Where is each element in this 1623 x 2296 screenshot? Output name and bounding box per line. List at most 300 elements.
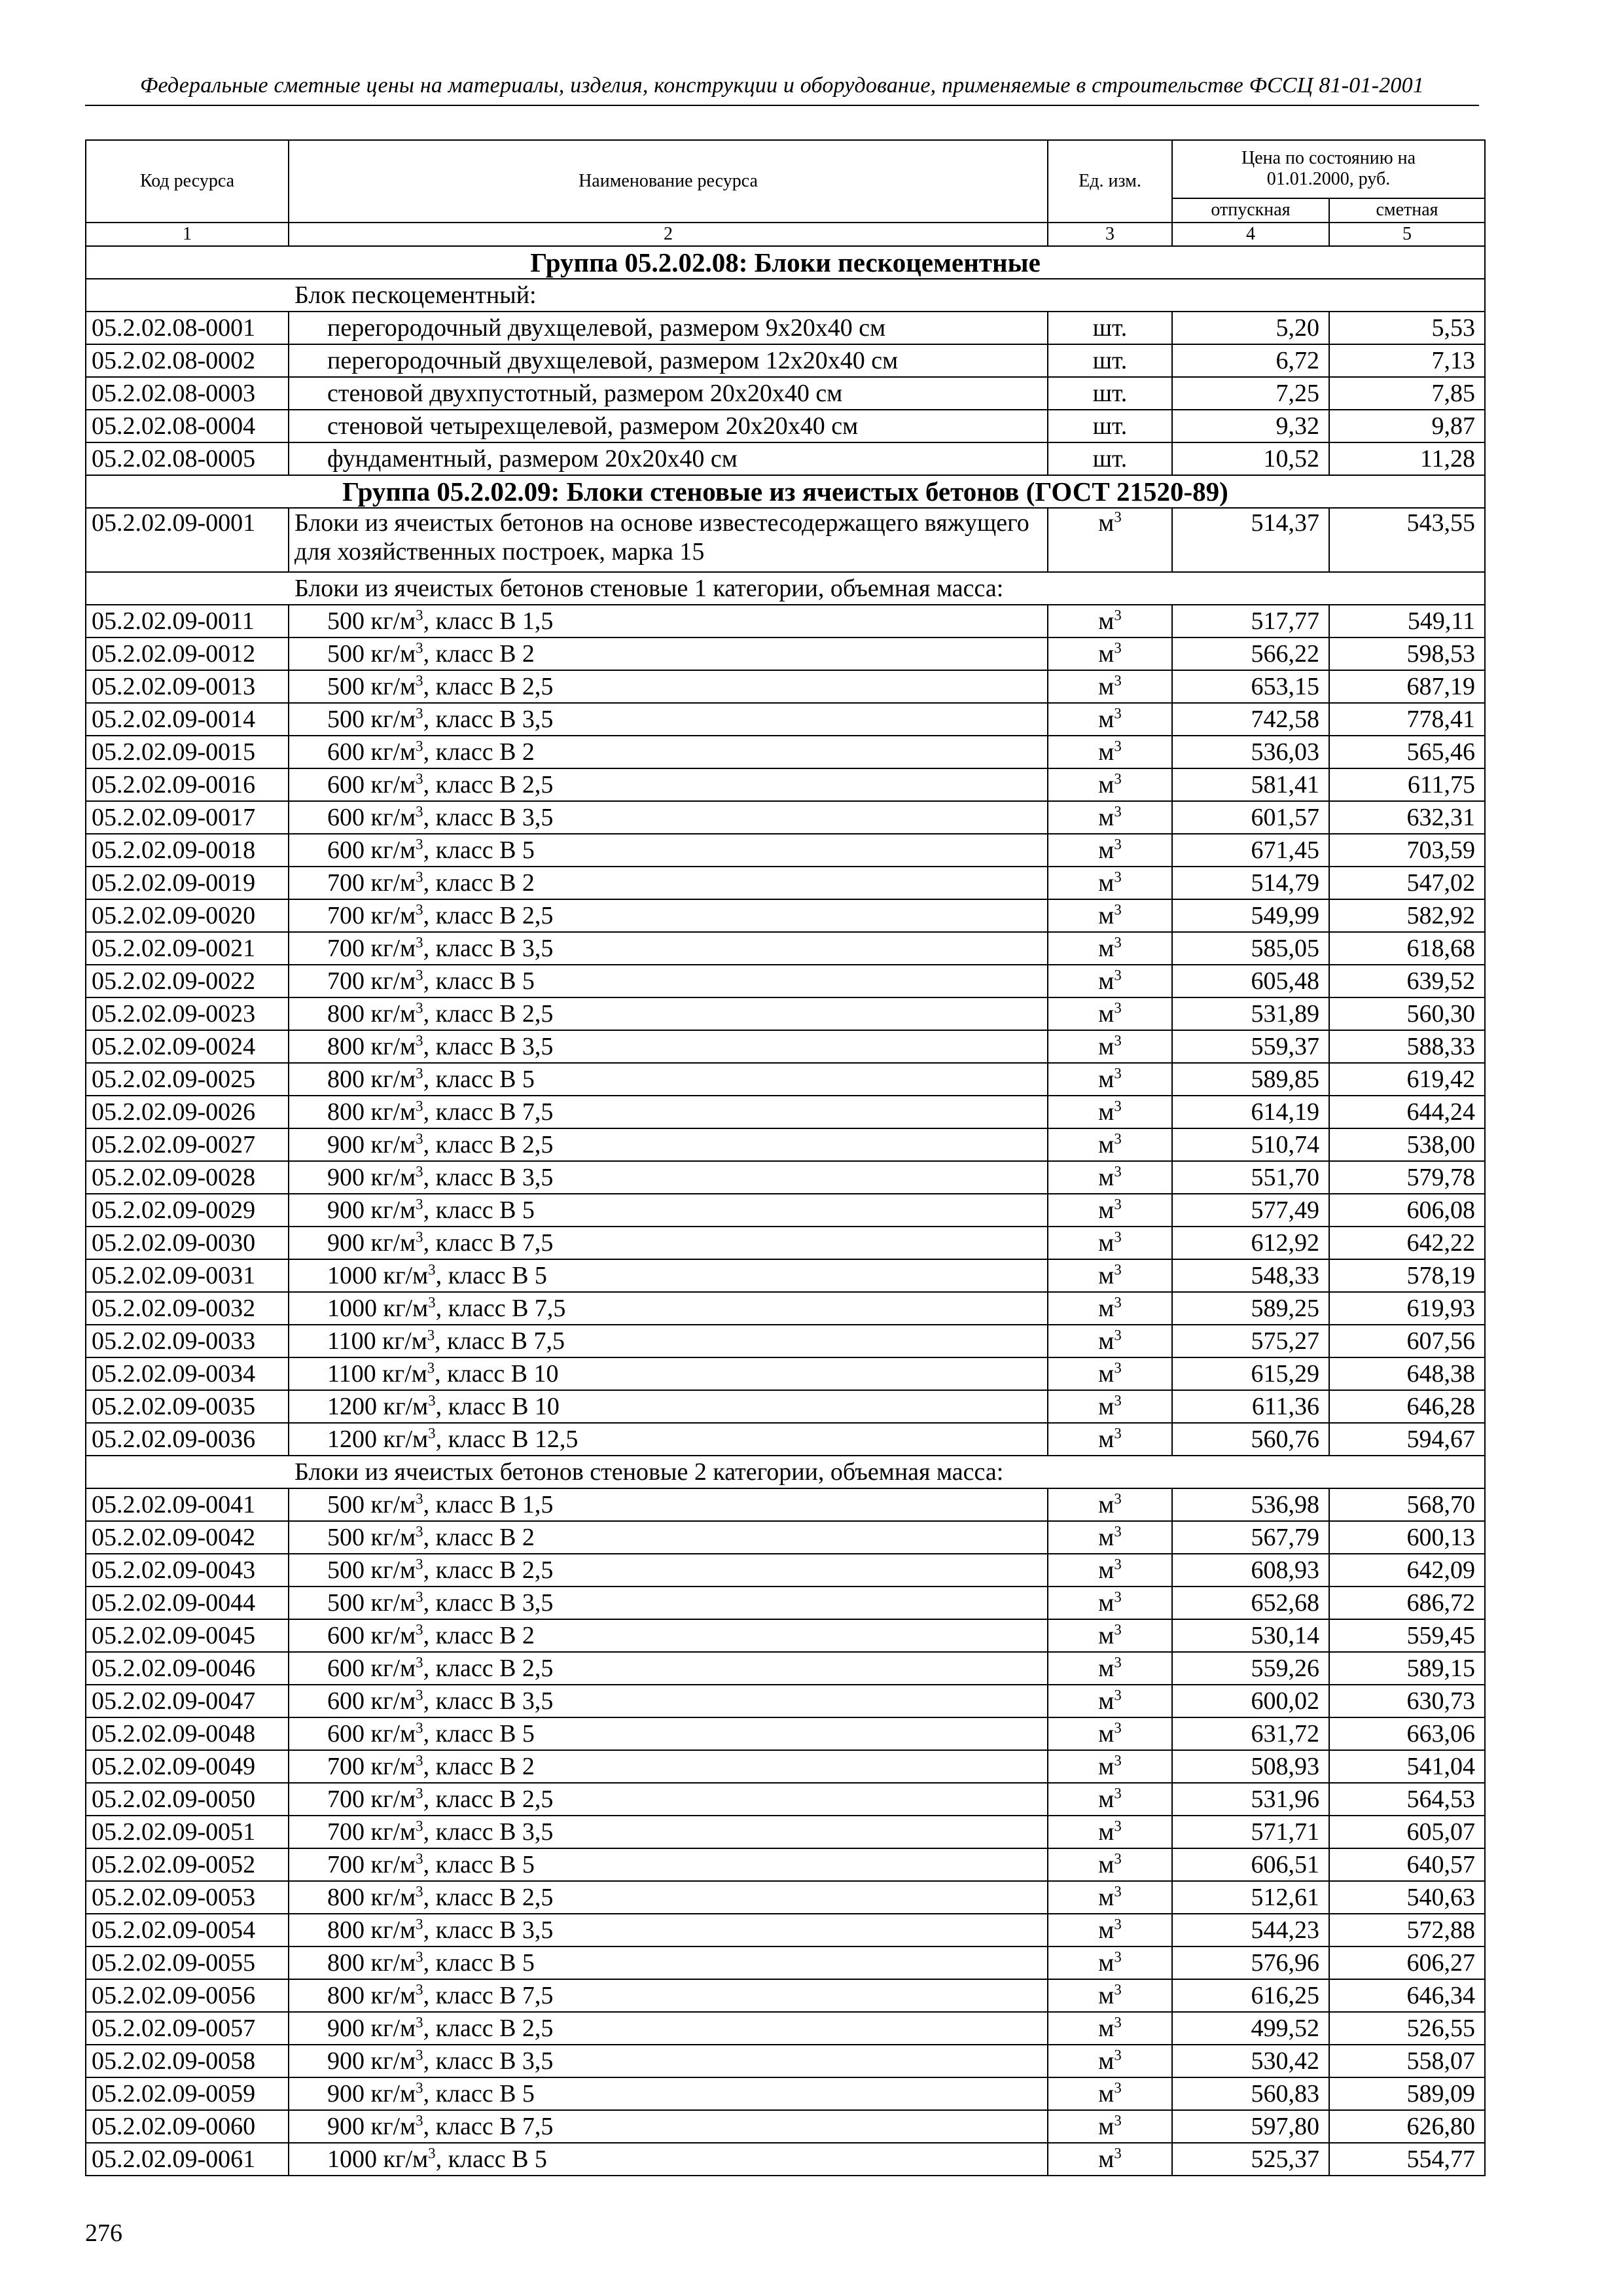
superscript-3: 3 bbox=[416, 705, 423, 722]
resource-unit bbox=[1048, 1161, 1172, 1194]
price-release: 605,48 bbox=[1172, 965, 1329, 997]
resource-name bbox=[289, 932, 1048, 965]
unit-text: 600 кг/м bbox=[327, 738, 416, 766]
subgroup-title: Блоки из ячеистых бетонов стеновые 1 категории, объемная масса: bbox=[86, 572, 1485, 605]
unit-text: 900 кг/м bbox=[327, 2015, 416, 2042]
price-release: 601,57 bbox=[1172, 801, 1329, 834]
unit-text: 700 кг/м bbox=[327, 935, 416, 962]
resource-unit bbox=[1048, 1390, 1172, 1423]
unit-text: м bbox=[1098, 1949, 1115, 1977]
unit-text: м bbox=[1098, 902, 1115, 929]
group-title: Группа 05.2.02.09: Блоки стеновые из ячеистых бетонов (ГОСТ 21520-89) bbox=[86, 475, 1485, 508]
unit-text: 700 кг/м bbox=[327, 1851, 416, 1878]
price-release: 512,61 bbox=[1172, 1881, 1329, 1914]
unit-text: м bbox=[1098, 771, 1115, 798]
resource-code: 05.2.02.09-0015 bbox=[86, 736, 289, 768]
resource-unit bbox=[1048, 1488, 1172, 1521]
resource-code: 05.2.02.08-0003 bbox=[86, 377, 289, 410]
table-row bbox=[86, 1979, 1485, 2012]
superscript-3: 3 bbox=[416, 1098, 423, 1115]
resource-code: 05.2.02.09-0018 bbox=[86, 834, 289, 867]
unit-text: м bbox=[1098, 1491, 1115, 1518]
table-row bbox=[86, 312, 1485, 344]
class-text: , класс В 2,5 bbox=[423, 1556, 554, 1584]
price-release: 585,05 bbox=[1172, 932, 1329, 965]
price-release: 5,20 bbox=[1172, 312, 1329, 344]
resource-code: 05.2.02.09-0031 bbox=[86, 1259, 289, 1292]
superscript-3: 3 bbox=[416, 1229, 423, 1246]
unit-text: м bbox=[1098, 1131, 1115, 1158]
superscript-3: 3 bbox=[416, 1850, 423, 1867]
unit-text: м bbox=[1098, 1360, 1115, 1388]
class-text: , класс В 10 bbox=[435, 1393, 560, 1420]
superscript-3: 3 bbox=[1114, 934, 1122, 951]
price-release: 9,32 bbox=[1172, 410, 1329, 442]
unit-text: м bbox=[1098, 1655, 1115, 1682]
resource-name bbox=[289, 1325, 1048, 1357]
unit-text: м bbox=[1098, 509, 1115, 537]
unit-text: м bbox=[1098, 1982, 1115, 2009]
superscript-3: 3 bbox=[1114, 1883, 1122, 1900]
superscript-3: 3 bbox=[1114, 2014, 1122, 2031]
unit-text: 800 кг/м bbox=[327, 1000, 416, 1028]
superscript-3: 3 bbox=[416, 836, 423, 853]
resource-code: 05.2.02.09-0061 bbox=[86, 2143, 289, 2176]
superscript-3: 3 bbox=[1114, 509, 1122, 526]
resource-code: 05.2.02.09-0025 bbox=[86, 1063, 289, 1096]
price-estimate: 588,33 bbox=[1329, 1030, 1485, 1063]
resource-code: 05.2.02.09-0029 bbox=[86, 1194, 289, 1227]
unit-text: м bbox=[1098, 1164, 1115, 1191]
resource-code: 05.2.02.09-0056 bbox=[86, 1979, 289, 2012]
table-row bbox=[86, 1194, 1485, 1227]
resource-unit bbox=[1048, 1554, 1172, 1587]
superscript-3: 3 bbox=[1114, 1752, 1122, 1769]
unit-text: 1100 кг/м bbox=[327, 1360, 427, 1388]
resource-unit bbox=[1048, 1194, 1172, 1227]
superscript-3: 3 bbox=[1114, 1850, 1122, 1867]
resource-name bbox=[289, 1848, 1048, 1881]
superscript-3: 3 bbox=[1114, 1392, 1122, 1409]
unit-text: 500 кг/м bbox=[327, 1524, 416, 1551]
resource-unit bbox=[1048, 1030, 1172, 1063]
superscript-3: 3 bbox=[416, 1883, 423, 1900]
resource-unit bbox=[1048, 768, 1172, 801]
table-row bbox=[86, 768, 1485, 801]
price-release: 530,42 bbox=[1172, 2045, 1329, 2077]
unit-text: м bbox=[1098, 1818, 1115, 1846]
class-text: , класс В 5 bbox=[435, 1262, 547, 1289]
price-release: 597,80 bbox=[1172, 2110, 1329, 2143]
price-estimate: 703,59 bbox=[1329, 834, 1485, 867]
resource-name bbox=[289, 1816, 1048, 1848]
table-row bbox=[86, 1030, 1485, 1063]
table-row bbox=[86, 442, 1485, 475]
price-estimate: 642,22 bbox=[1329, 1227, 1485, 1259]
col-header-name: Наименование ресурса bbox=[289, 140, 1048, 223]
class-text: , класс В 7,5 bbox=[435, 1295, 566, 1322]
resource-name bbox=[289, 1161, 1048, 1194]
superscript-3: 3 bbox=[1114, 1785, 1122, 1802]
resource-unit bbox=[1048, 670, 1172, 703]
class-text: , класс В 3,5 bbox=[423, 935, 554, 962]
price-release: 536,03 bbox=[1172, 736, 1329, 768]
unit-text: 1100 кг/м bbox=[327, 1327, 427, 1355]
price-estimate: 589,15 bbox=[1329, 1652, 1485, 1685]
price-estimate: 9,87 bbox=[1329, 410, 1485, 442]
resource-code: 05.2.02.09-0030 bbox=[86, 1227, 289, 1259]
unit-text: м bbox=[1098, 1066, 1115, 1093]
col-header-release: отпускная bbox=[1172, 198, 1329, 223]
superscript-3: 3 bbox=[416, 1065, 423, 1082]
unit-text: 600 кг/м bbox=[327, 1687, 416, 1715]
header-rule bbox=[85, 105, 1479, 106]
class-text: , класс В 5 bbox=[423, 967, 535, 995]
col-number-3: 3 bbox=[1048, 223, 1172, 246]
resource-unit bbox=[1048, 605, 1172, 637]
table-row bbox=[86, 1161, 1485, 1194]
price-estimate: 579,78 bbox=[1329, 1161, 1485, 1194]
price-estimate: 594,67 bbox=[1329, 1423, 1485, 1456]
resource-code: 05.2.02.09-0022 bbox=[86, 965, 289, 997]
class-text: , класс В 2,5 bbox=[423, 1785, 554, 1813]
price-release: 631,72 bbox=[1172, 1717, 1329, 1750]
price-estimate: 540,63 bbox=[1329, 1881, 1485, 1914]
unit-text: 700 кг/м bbox=[327, 967, 416, 995]
price-table bbox=[85, 139, 1486, 2176]
table-row bbox=[86, 1881, 1485, 1914]
price-release: 589,25 bbox=[1172, 1292, 1329, 1325]
resource-code: 05.2.02.09-0036 bbox=[86, 1423, 289, 1456]
resource-code: 05.2.02.09-0049 bbox=[86, 1750, 289, 1783]
unit-text: м bbox=[1098, 2015, 1115, 2042]
unit-text: м bbox=[1098, 673, 1115, 700]
class-text: , класс В 2,5 bbox=[423, 2015, 554, 2042]
class-text: , класс В 2,5 bbox=[423, 1000, 554, 1028]
unit-text: 1000 кг/м bbox=[327, 1295, 429, 1322]
resource-name bbox=[289, 1979, 1048, 2012]
unit-text: м bbox=[1098, 2080, 1115, 2108]
unit-text: 500 кг/м bbox=[327, 1491, 416, 1518]
resource-code: 05.2.02.09-0058 bbox=[86, 2045, 289, 2077]
superscript-3: 3 bbox=[416, 1163, 423, 1180]
table-row bbox=[86, 899, 1485, 932]
class-text: , класс В 2 bbox=[423, 869, 535, 897]
price-release: 548,33 bbox=[1172, 1259, 1329, 1292]
price-release: 612,92 bbox=[1172, 1227, 1329, 1259]
price-release: 566,22 bbox=[1172, 637, 1329, 670]
price-release: 536,98 bbox=[1172, 1488, 1329, 1521]
resource-name bbox=[289, 1652, 1048, 1685]
resource-unit bbox=[1048, 1063, 1172, 1096]
class-text: , класс В 3,5 bbox=[423, 1687, 554, 1715]
resource-unit bbox=[1048, 637, 1172, 670]
unit-text: 700 кг/м bbox=[327, 902, 416, 929]
price-release: 549,99 bbox=[1172, 899, 1329, 932]
resource-unit bbox=[1048, 2045, 1172, 2077]
unit-text: 700 кг/м bbox=[327, 869, 416, 897]
unit-text: 800 кг/м bbox=[327, 1949, 416, 1977]
resource-code: 05.2.02.09-0034 bbox=[86, 1357, 289, 1390]
price-estimate: 558,07 bbox=[1329, 2045, 1485, 2077]
price-release: 616,25 bbox=[1172, 1979, 1329, 2012]
col-number-4: 4 bbox=[1172, 223, 1329, 246]
resource-unit: шт. bbox=[1048, 312, 1172, 344]
price-release: 589,85 bbox=[1172, 1063, 1329, 1096]
unit-text: 900 кг/м bbox=[327, 1164, 416, 1191]
resource-name bbox=[289, 1063, 1048, 1096]
resource-code: 05.2.02.08-0002 bbox=[86, 344, 289, 377]
unit-text: 900 кг/м bbox=[327, 2113, 416, 2140]
table-row bbox=[86, 1357, 1485, 1390]
unit-text: м bbox=[1098, 1851, 1115, 1878]
resource-unit bbox=[1048, 1292, 1172, 1325]
resource-unit: шт. bbox=[1048, 377, 1172, 410]
resource-code: 05.2.02.09-0046 bbox=[86, 1652, 289, 1685]
resource-name bbox=[289, 1259, 1048, 1292]
col-header-price: Цена по состоянию на 01.01.2000, руб. bbox=[1172, 140, 1485, 198]
price-release: 559,37 bbox=[1172, 1030, 1329, 1063]
resource-code: 05.2.02.09-0032 bbox=[86, 1292, 289, 1325]
resource-name bbox=[289, 1423, 1048, 1456]
unit-text: м bbox=[1098, 967, 1115, 995]
unit-text: 500 кг/м bbox=[327, 706, 416, 733]
price-release: 560,76 bbox=[1172, 1423, 1329, 1456]
table-row bbox=[86, 965, 1485, 997]
class-text: , класс В 3,5 bbox=[423, 1916, 554, 1944]
resource-unit bbox=[1048, 867, 1172, 899]
superscript-3: 3 bbox=[1114, 1294, 1122, 1311]
superscript-3: 3 bbox=[416, 1687, 423, 1704]
unit-text: м bbox=[1098, 1000, 1115, 1028]
superscript-3: 3 bbox=[416, 2047, 423, 2064]
table-row bbox=[86, 1259, 1485, 1292]
resource-code: 05.2.02.08-0005 bbox=[86, 442, 289, 475]
unit-text: м bbox=[1098, 1196, 1115, 1224]
class-text: , класс В 7,5 bbox=[423, 1098, 554, 1126]
resource-unit bbox=[1048, 703, 1172, 736]
superscript-3: 3 bbox=[1114, 901, 1122, 918]
unit-text: 600 кг/м bbox=[327, 804, 416, 831]
price-release: 567,79 bbox=[1172, 1521, 1329, 1554]
unit-text: м bbox=[1098, 738, 1115, 766]
unit-text: 900 кг/м bbox=[327, 2047, 416, 2075]
table-row bbox=[86, 867, 1485, 899]
unit-text: м bbox=[1098, 869, 1115, 897]
class-text: , класс В 7,5 bbox=[423, 2113, 554, 2140]
unit-text: 500 кг/м bbox=[327, 640, 416, 668]
resource-name bbox=[289, 1946, 1048, 1979]
resource-unit bbox=[1048, 2110, 1172, 2143]
price-estimate: 687,19 bbox=[1329, 670, 1485, 703]
class-text: , класс В 2,5 bbox=[423, 1131, 554, 1158]
superscript-3: 3 bbox=[416, 1490, 423, 1507]
price-estimate: 543,55 bbox=[1329, 508, 1485, 572]
resource-name bbox=[289, 670, 1048, 703]
price-estimate: 640,57 bbox=[1329, 1848, 1485, 1881]
resource-code: 05.2.02.09-0026 bbox=[86, 1096, 289, 1128]
resource-unit: шт. bbox=[1048, 442, 1172, 475]
resource-name bbox=[289, 1030, 1048, 1063]
class-text: , класс В 3,5 bbox=[423, 1164, 554, 1191]
resource-code: 05.2.02.09-0044 bbox=[86, 1587, 289, 1619]
class-text: , класс В 3,5 bbox=[423, 1818, 554, 1846]
resource-unit bbox=[1048, 1259, 1172, 1292]
class-text: , класс В 3,5 bbox=[423, 706, 554, 733]
price-release: 581,41 bbox=[1172, 768, 1329, 801]
resource-code: 05.2.02.09-0060 bbox=[86, 2110, 289, 2143]
class-text: , класс В 10 bbox=[435, 1360, 559, 1388]
unit-text: м bbox=[1098, 1229, 1115, 1257]
class-text: , класс В 7,5 bbox=[435, 1327, 565, 1355]
resource-name bbox=[289, 1914, 1048, 1946]
price-estimate: 572,88 bbox=[1329, 1914, 1485, 1946]
superscript-3: 3 bbox=[1114, 1621, 1122, 1638]
unit-text: м bbox=[1098, 1295, 1115, 1322]
class-text: , класс В 5 bbox=[423, 1066, 535, 1093]
price-estimate: 686,72 bbox=[1329, 1587, 1485, 1619]
resource-name: перегородочный двухщелевой, размером 12х20х40 см bbox=[289, 344, 1048, 377]
superscript-3: 3 bbox=[416, 1916, 423, 1933]
class-text: , класс В 7,5 bbox=[423, 1982, 554, 2009]
price-release: 575,27 bbox=[1172, 1325, 1329, 1357]
resource-unit: шт. bbox=[1048, 344, 1172, 377]
price-estimate: 632,31 bbox=[1329, 801, 1485, 834]
superscript-3: 3 bbox=[1114, 803, 1122, 820]
price-estimate: 564,53 bbox=[1329, 1783, 1485, 1816]
superscript-3: 3 bbox=[416, 2014, 423, 2031]
table-row bbox=[86, 637, 1485, 670]
resource-code: 05.2.02.09-0016 bbox=[86, 768, 289, 801]
resource-unit bbox=[1048, 899, 1172, 932]
resource-code: 05.2.02.09-0024 bbox=[86, 1030, 289, 1063]
unit-text: 500 кг/м bbox=[327, 673, 416, 700]
page-number: 276 bbox=[85, 2219, 122, 2247]
unit-text: м bbox=[1098, 1687, 1115, 1715]
price-estimate: 605,07 bbox=[1329, 1816, 1485, 1848]
superscript-3: 3 bbox=[1114, 1556, 1122, 1573]
price-estimate: 5,53 bbox=[1329, 312, 1485, 344]
resource-unit: шт. bbox=[1048, 410, 1172, 442]
superscript-3: 3 bbox=[416, 2112, 423, 2129]
price-estimate: 600,13 bbox=[1329, 1521, 1485, 1554]
price-estimate: 578,19 bbox=[1329, 1259, 1485, 1292]
unit-text: м bbox=[1098, 1327, 1115, 1355]
price-estimate: 560,30 bbox=[1329, 997, 1485, 1030]
superscript-3: 3 bbox=[1114, 999, 1122, 1016]
table-row bbox=[86, 997, 1485, 1030]
superscript-3: 3 bbox=[1114, 1654, 1122, 1671]
resource-code: 05.2.02.09-0023 bbox=[86, 997, 289, 1030]
superscript-3: 3 bbox=[416, 1785, 423, 1802]
class-text: , класс В 7,5 bbox=[423, 1229, 554, 1257]
superscript-3: 3 bbox=[416, 1981, 423, 1998]
unit-text: м bbox=[1098, 1589, 1115, 1617]
resource-name bbox=[289, 768, 1048, 801]
resource-name bbox=[289, 1619, 1048, 1652]
table-row bbox=[86, 1652, 1485, 1685]
table-row bbox=[86, 834, 1485, 867]
superscript-3: 3 bbox=[1114, 705, 1122, 722]
price-estimate: 11,28 bbox=[1329, 442, 1485, 475]
unit-text: м bbox=[1098, 1033, 1115, 1060]
price-estimate: 607,56 bbox=[1329, 1325, 1485, 1357]
resource-code: 05.2.02.09-0050 bbox=[86, 1783, 289, 1816]
price-estimate: 526,55 bbox=[1329, 2012, 1485, 2045]
class-text: , класс В 2 bbox=[423, 738, 535, 766]
resource-code: 05.2.02.09-0033 bbox=[86, 1325, 289, 1357]
resource-name bbox=[289, 2077, 1048, 2110]
resource-code: 05.2.02.09-0021 bbox=[86, 932, 289, 965]
resource-name bbox=[289, 605, 1048, 637]
unit-text: 500 кг/м bbox=[327, 607, 416, 635]
resource-unit bbox=[1048, 1717, 1172, 1750]
price-release: 608,93 bbox=[1172, 1554, 1329, 1587]
resource-code: 05.2.02.09-0043 bbox=[86, 1554, 289, 1587]
resource-name bbox=[289, 1292, 1048, 1325]
superscript-3: 3 bbox=[1114, 1327, 1122, 1344]
resource-unit bbox=[1048, 2012, 1172, 2045]
unit-text: 600 кг/м bbox=[327, 1720, 416, 1748]
superscript-3: 3 bbox=[1114, 1229, 1122, 1246]
price-estimate: 646,28 bbox=[1329, 1390, 1485, 1423]
table-row bbox=[86, 1521, 1485, 1554]
table-row bbox=[86, 605, 1485, 637]
superscript-3: 3 bbox=[1114, 1065, 1122, 1082]
resource-unit bbox=[1048, 1423, 1172, 1456]
group-title: Группа 05.2.02.08: Блоки пескоцементные bbox=[86, 246, 1485, 279]
resource-code: 05.2.02.09-0057 bbox=[86, 2012, 289, 2045]
superscript-3: 3 bbox=[416, 999, 423, 1016]
superscript-3: 3 bbox=[1114, 1687, 1122, 1704]
resource-unit bbox=[1048, 1979, 1172, 2012]
price-release: 531,96 bbox=[1172, 1783, 1329, 1816]
superscript-3: 3 bbox=[1114, 967, 1122, 984]
resource-code: 05.2.02.09-0014 bbox=[86, 703, 289, 736]
class-text: , класс В 5 bbox=[423, 836, 535, 864]
price-estimate: 646,34 bbox=[1329, 1979, 1485, 2012]
table-row bbox=[86, 2110, 1485, 2143]
superscript-3: 3 bbox=[416, 1818, 423, 1835]
unit-text: м bbox=[1098, 804, 1115, 831]
superscript-3: 3 bbox=[1114, 1948, 1122, 1965]
superscript-3: 3 bbox=[1114, 1719, 1122, 1736]
price-release: 510,74 bbox=[1172, 1128, 1329, 1161]
col-header-code: Код ресурса bbox=[86, 140, 289, 223]
unit-text: м bbox=[1098, 1720, 1115, 1748]
superscript-3: 3 bbox=[1114, 1130, 1122, 1147]
table-row bbox=[86, 1946, 1485, 1979]
unit-text: 1200 кг/м bbox=[327, 1393, 429, 1420]
superscript-3: 3 bbox=[416, 869, 423, 886]
unit-text: м bbox=[1098, 2145, 1115, 2173]
superscript-3: 3 bbox=[1114, 869, 1122, 886]
superscript-3: 3 bbox=[1114, 1196, 1122, 1213]
superscript-3: 3 bbox=[1114, 1490, 1122, 1507]
unit-text: 600 кг/м bbox=[327, 836, 416, 864]
resource-code: 05.2.02.09-0059 bbox=[86, 2077, 289, 2110]
class-text: , класс В 1,5 bbox=[423, 607, 554, 635]
unit-text: 1000 кг/м bbox=[327, 2145, 429, 2173]
price-estimate: 642,09 bbox=[1329, 1554, 1485, 1587]
resource-name: Блоки из ячеистых бетонов на основе известесодержащего вяжущего для хозяйственных построек, марка 15 bbox=[289, 508, 1048, 572]
resource-name bbox=[289, 899, 1048, 932]
superscript-3: 3 bbox=[428, 2145, 436, 2162]
resource-unit bbox=[1048, 1783, 1172, 1816]
resource-unit bbox=[1048, 1128, 1172, 1161]
unit-text: м bbox=[1098, 1622, 1115, 1649]
price-release: 576,96 bbox=[1172, 1946, 1329, 1979]
